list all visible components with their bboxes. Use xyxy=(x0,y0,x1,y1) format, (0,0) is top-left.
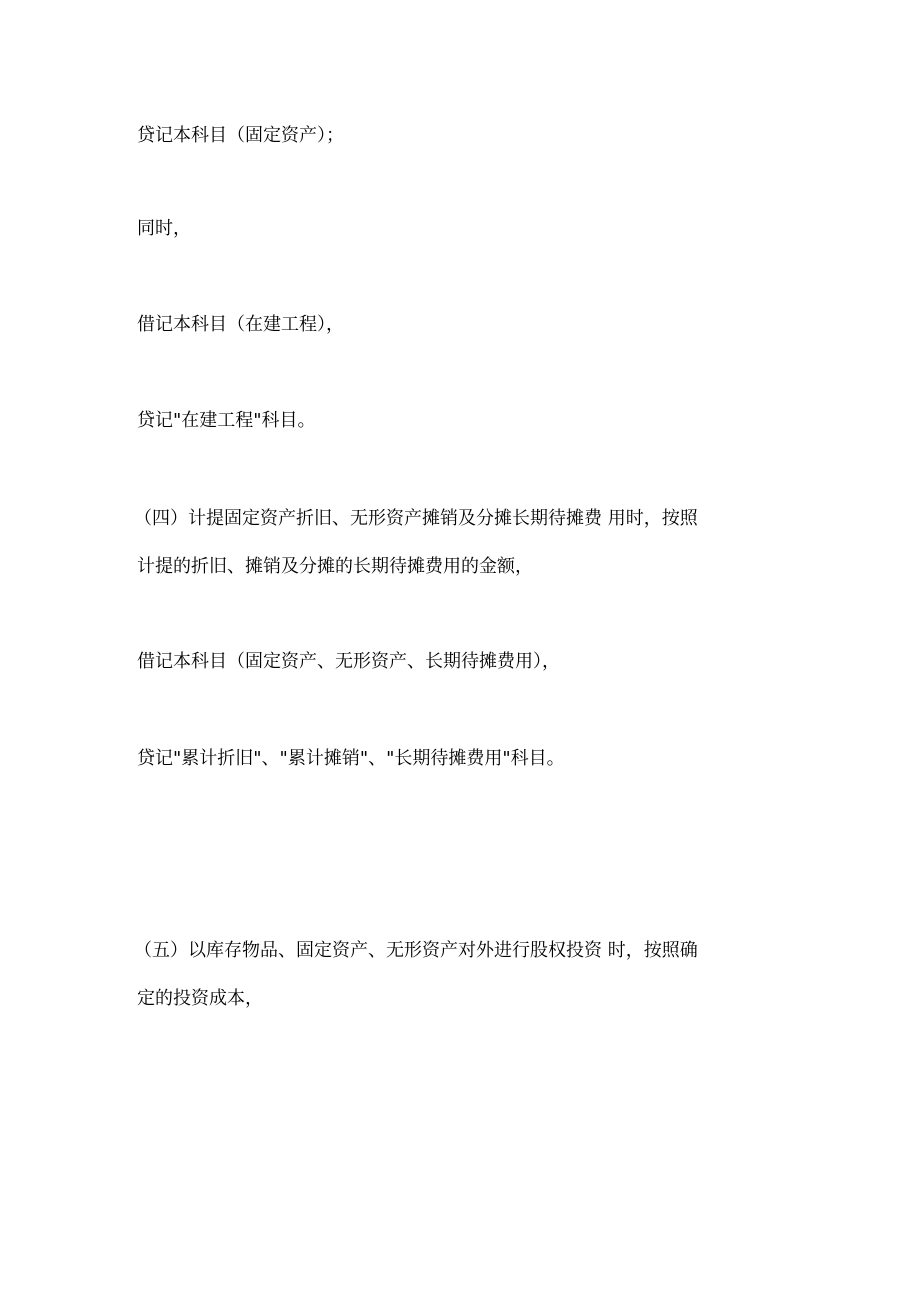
text-line-1: 贷记本科目（固定资产）； xyxy=(137,125,344,146)
text-line-2: 同时， xyxy=(137,218,191,239)
text-line-5: （四）计提固定资产折旧、无形资产摊销及分摊长期待摊费 用时，按照 xyxy=(134,508,698,529)
text-line-10: 定的投资成本， xyxy=(137,988,263,1009)
text-line-8: 贷记"累计折旧"、"累计摊销"、"长期待摊费用"科目。 xyxy=(137,748,565,769)
text-line-9: （五）以库存物品、固定资产、无形资产对外进行股权投资 时，按照确 xyxy=(134,940,698,961)
text-line-7: 借记本科目（固定资产、无形资产、长期待摊费用）， xyxy=(137,651,560,672)
text-line-3: 借记本科目（在建工程）， xyxy=(137,314,344,335)
text-line-6: 计提的折旧、摊销及分摊的长期待摊费用的金额， xyxy=(137,556,533,577)
text-line-4: 贷记"在建工程"科目。 xyxy=(137,410,316,431)
